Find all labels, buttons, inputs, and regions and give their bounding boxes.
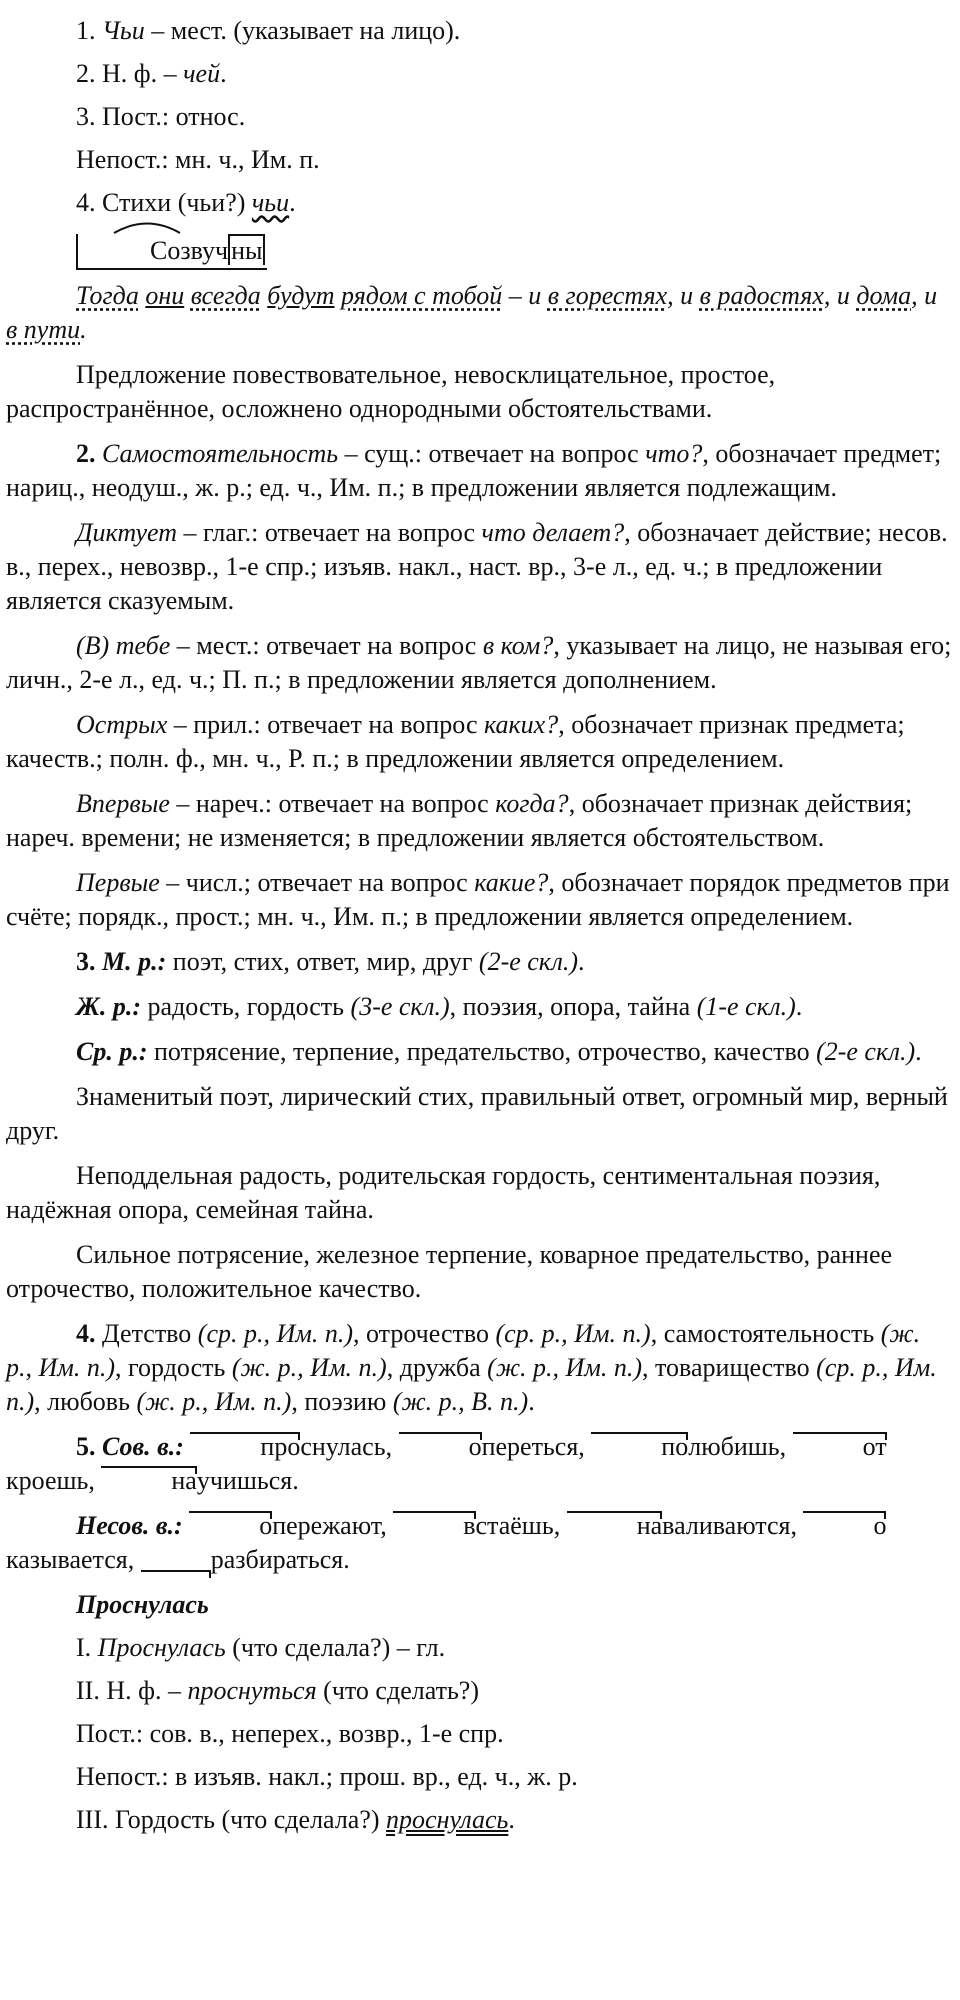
task3-masculine: 3. М. р.: поэт, стих, ответ, мир, друг (2-е скл.). — [76, 947, 585, 976]
task4-list: 4. Детство (ср. р., Им. п.), отрочество (ср. р., Им. п.), самостоятельность (ж. р., Им. п.), гордость (ж. р., Им. п.), дружба (ж. р., Им. п.), товарищество (ср. р., Им. п.), любовь (ж. р., Им. п.), поэзию (ж. р., В. п.). — [6, 1319, 937, 1416]
task3-feminine: Ж. р.: радость, гордость (3-е скл.), поэзия, опора, тайна (1-е скл.). — [76, 992, 803, 1021]
task2-item-3: (В) тебе – мест.: отвечает на вопрос в ком?, указывает на лицо, не называя его; личн., 2-е л., ед. ч.; П. п.; в предложении является дополнением. — [6, 631, 952, 694]
root-arc-icon — [112, 220, 182, 234]
parse-line-2: 2. Н. ф. – чей. — [76, 59, 227, 88]
task2-item-1: 2. Самостоятельность – сущ.: отвечает на вопрос что?, обозначает предмет; нариц., неодуш., ж. р.; ед. ч., Им. п.; в предложении является подлежащим. — [6, 439, 942, 502]
task3-phrases-1: Знаменитый поэт, лирический стих, правильный ответ, огромный мир, верный друг. — [6, 1082, 948, 1145]
parse-line-3: 3. Пост.: относ. — [76, 102, 246, 131]
parse-line-1: 1. Чьи – мест. (указывает на лицо). — [76, 16, 461, 45]
task2-item-2: Диктует – глаг.: отвечает на вопрос что делает?, обозначает действие; несов. в., перех., невозвр., 1-е спр.; изъяв. накл., наст. вр., 3-е л., ед. ч.; в предложении является сказуемым. — [6, 518, 948, 615]
morph-line-1: I. Проснулась (что сделала?) – гл. — [76, 1633, 446, 1662]
task2-item-6: Первые – числ.; отвечает на вопрос какие?, обозначает порядок предметов при счёте; порядк., прост.; мн. ч., Им. п.; в предложении является определением. — [6, 868, 950, 931]
task5-imperfective: Несов. в.: опережают, встаёшь, наваливаются, оказывается, разбираться. — [6, 1511, 887, 1574]
word-structure-diagram: Созвуч ны — [76, 234, 267, 270]
task5-perfective: 5. Сов. в.: проснулась, опереться, полюбишь, откроешь, научишься. — [6, 1430, 952, 1498]
word-structure — [6, 234, 952, 270]
morph-heading: Проснулась — [76, 1590, 209, 1619]
task3-neuter: Ср. р.: потрясение, терпение, предательство, отрочество, качество (2-е скл.). — [76, 1037, 922, 1066]
morph-line-3: Пост.: сов. в., неперех., возвр., 1-е спр. — [76, 1719, 504, 1748]
analyzed-sentence: Тогда они всегда будут рядом с тобой – и в горестях, и в радостях, и дома, и в пути. — [6, 281, 938, 344]
morph-line-4: Непост.: в изъяв. накл.; прош. вр., ед. ч., ж. р. — [76, 1762, 578, 1791]
task3-phrases-3: Сильное потрясение, железное терпение, коварное предательство, раннее отрочество, положительное качество. — [6, 1240, 893, 1303]
parse-line-5: 4. Стихи (чьи?) чьи. — [76, 188, 296, 217]
task2-item-5: Впервые – нареч.: отвечает на вопрос когда?, обозначает признак действия; нареч. времени; не изменяется; в предложении является обстоятельством. — [6, 789, 913, 852]
parse-line-4: Непост.: мн. ч., Им. п. — [76, 145, 320, 174]
task2-item-4: Острых – прил.: отвечает на вопрос каких?, обозначает признак предмета; качеств.; полн. ф., мн. ч., Р. п.; в предложении является определением. — [6, 710, 905, 773]
morph-line-2: II. Н. ф. – проснуться (что сделать?) — [76, 1676, 479, 1705]
task3-phrases-2: Неподдельная радость, родительская гордость, сентиментальная поэзия, надёжная опора, семейная тайна. — [6, 1161, 881, 1224]
sentence-description: Предложение повествовательное, невосклицательное, простое, распространённое, осложнено однородными обстоятельствами. — [6, 360, 776, 423]
morph-line-5: III. Гордость (что сделала?) проснулась. — [76, 1805, 515, 1834]
